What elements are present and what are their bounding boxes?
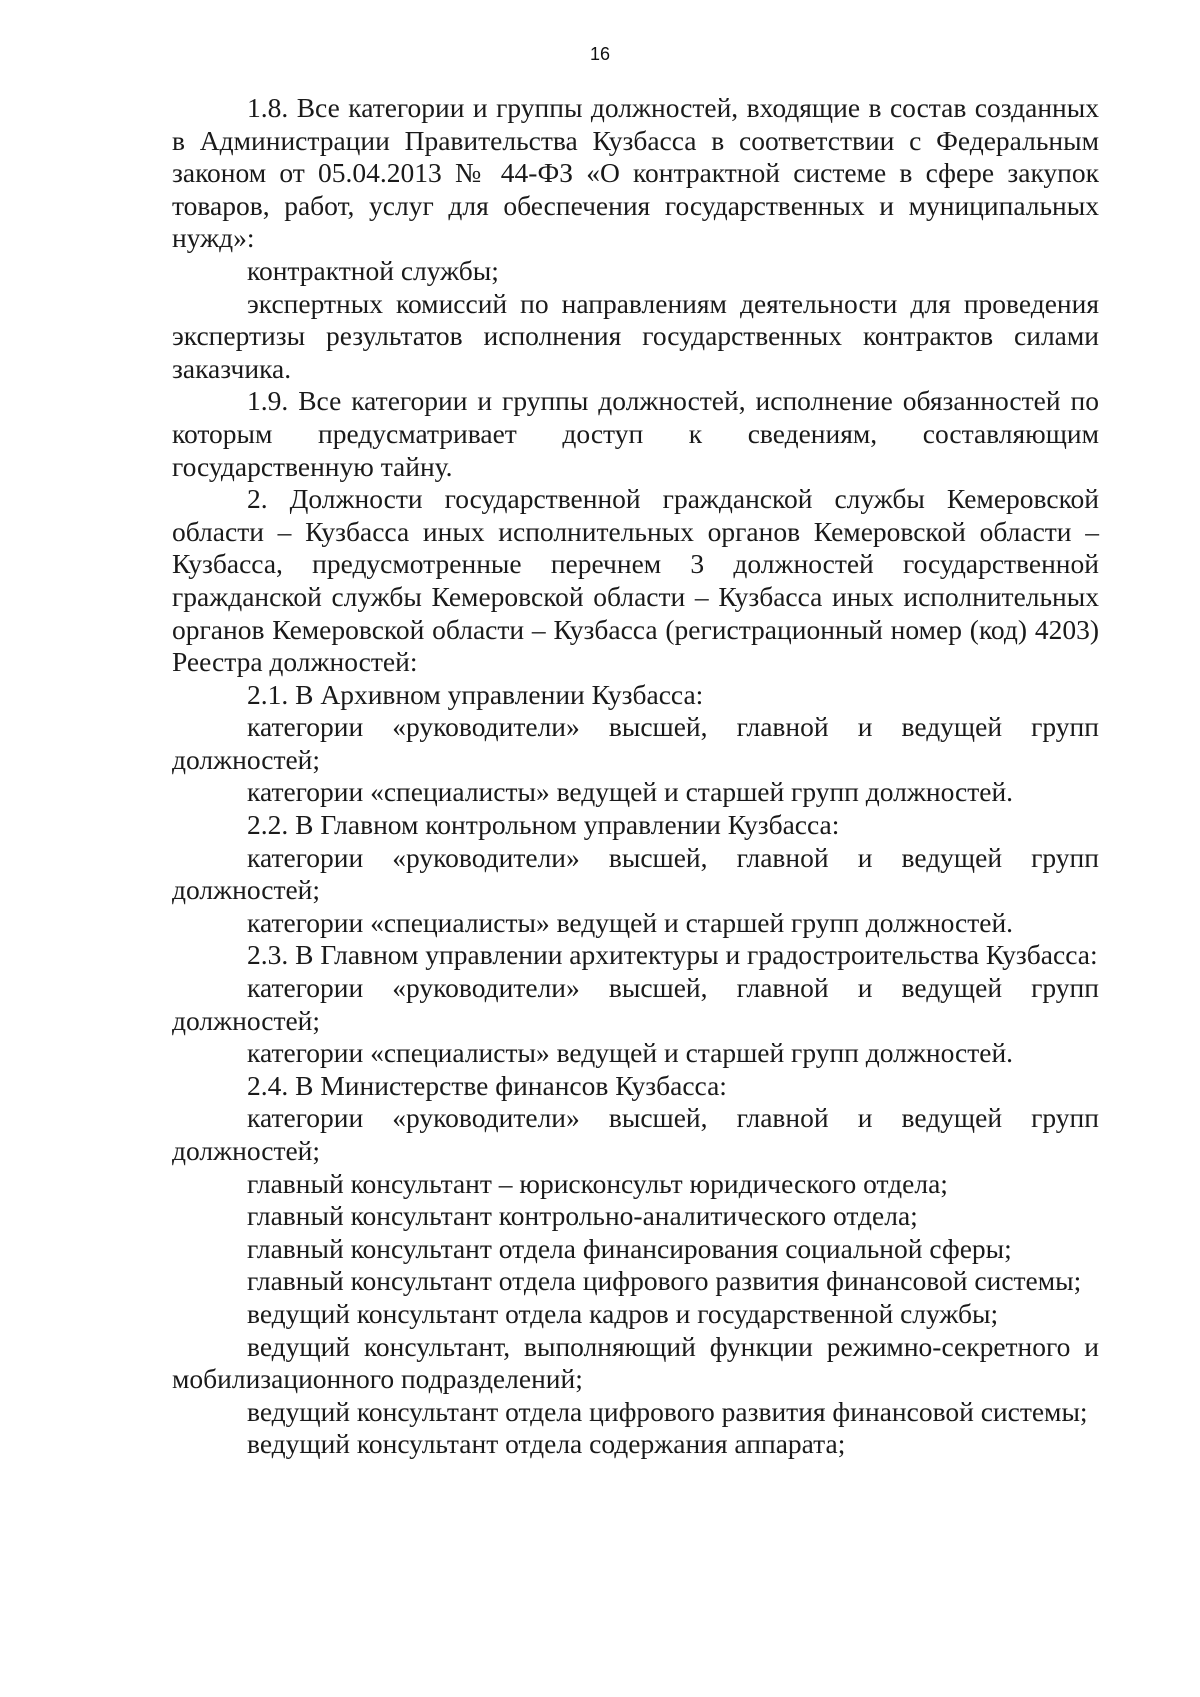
list-item: главный консультант – юрисконсульт юридического отдела; <box>247 1167 948 1199</box>
list-item: главный консультант отдела цифрового развития финансовой системы; <box>247 1265 1082 1297</box>
paragraph-1-8: 1.8. Все категории и группы должностей, входящие в состав созданных в Администрации Правительства Кузбасса в соответствии с Федеральным законом от 05.04.2013 № 44-ФЗ «О контрактной системе в сфере закупок товаров, работ, услуг для обеспечения государственных и муниципальных нужд»: <box>172 92 1099 254</box>
list-item: категории «руководители» высшей, главной и ведущей групп должностей; <box>172 1102 1099 1166</box>
list-item: главный консультант контрольно-аналитического отдела; <box>247 1200 918 1232</box>
list-item: категории «специалисты» ведущей и старшей групп должностей. <box>247 1037 1014 1069</box>
list-item: категории «руководители» высшей, главной и ведущей групп должностей; <box>172 711 1099 775</box>
paragraph-1-9: 1.9. Все категории и группы должностей, исполнение обязанностей по которым предусматривает доступ к сведениям, составляющим государственную тайну. <box>172 385 1099 482</box>
list-item: категории «руководители» высшей, главной и ведущей групп должностей; <box>172 972 1099 1036</box>
paragraph-2-3: 2.3. В Главном управлении архитектуры и градостроительства Кузбасса: <box>247 939 1098 971</box>
paragraph-2-4: 2.4. В Министерстве финансов Кузбасса: <box>247 1069 727 1101</box>
paragraph-contract-service: контрактной службы; <box>247 254 499 286</box>
list-item: категории «специалисты» ведущей и старшей групп должностей. <box>247 906 1014 938</box>
document-body <box>172 92 1099 1461</box>
list-item: ведущий консультант отдела содержания аппарата; <box>247 1428 846 1460</box>
paragraph-2-1: 2.1. В Архивном управлении Кузбасса: <box>247 678 704 710</box>
list-item: ведущий консультант отдела цифрового развития финансовой системы; <box>247 1395 1088 1427</box>
paragraph-2: 2. Должности государственной гражданской службы Кемеровской области – Кузбасса иных исполнительных органов Кемеровской области – Кузбасса, предусмотренные перечнем 3 должностей государственной гражданской службы Кемеровской области – Кузбасса иных исполнительных органов Кемеровской области – Кузбасса (регистрационный номер (код) 4203) Реестра должностей: <box>172 483 1099 678</box>
list-item: категории «руководители» высшей, главной и ведущей групп должностей; <box>172 841 1099 906</box>
list-item: главный консультант отдела финансирования социальной сферы; <box>247 1232 1012 1264</box>
page-number: 16 <box>589 44 611 64</box>
paragraph-2-2: 2.2. В Главном контрольном управлении Кузбасса: <box>247 809 840 841</box>
list-item: ведущий консультант, выполняющий функции режимно-секретного и мобилизационного подразделений; <box>172 1330 1099 1395</box>
paragraph-expert-commissions: экспертных комиссий по направлениям деятельности для проведения экспертизы результатов исполнения государственных контрактов силами заказчика. <box>172 287 1099 384</box>
list-item: категории «специалисты» ведущей и старшей групп должностей. <box>247 776 1014 808</box>
list-item: ведущий консультант отдела кадров и государственной службы; <box>247 1297 999 1329</box>
